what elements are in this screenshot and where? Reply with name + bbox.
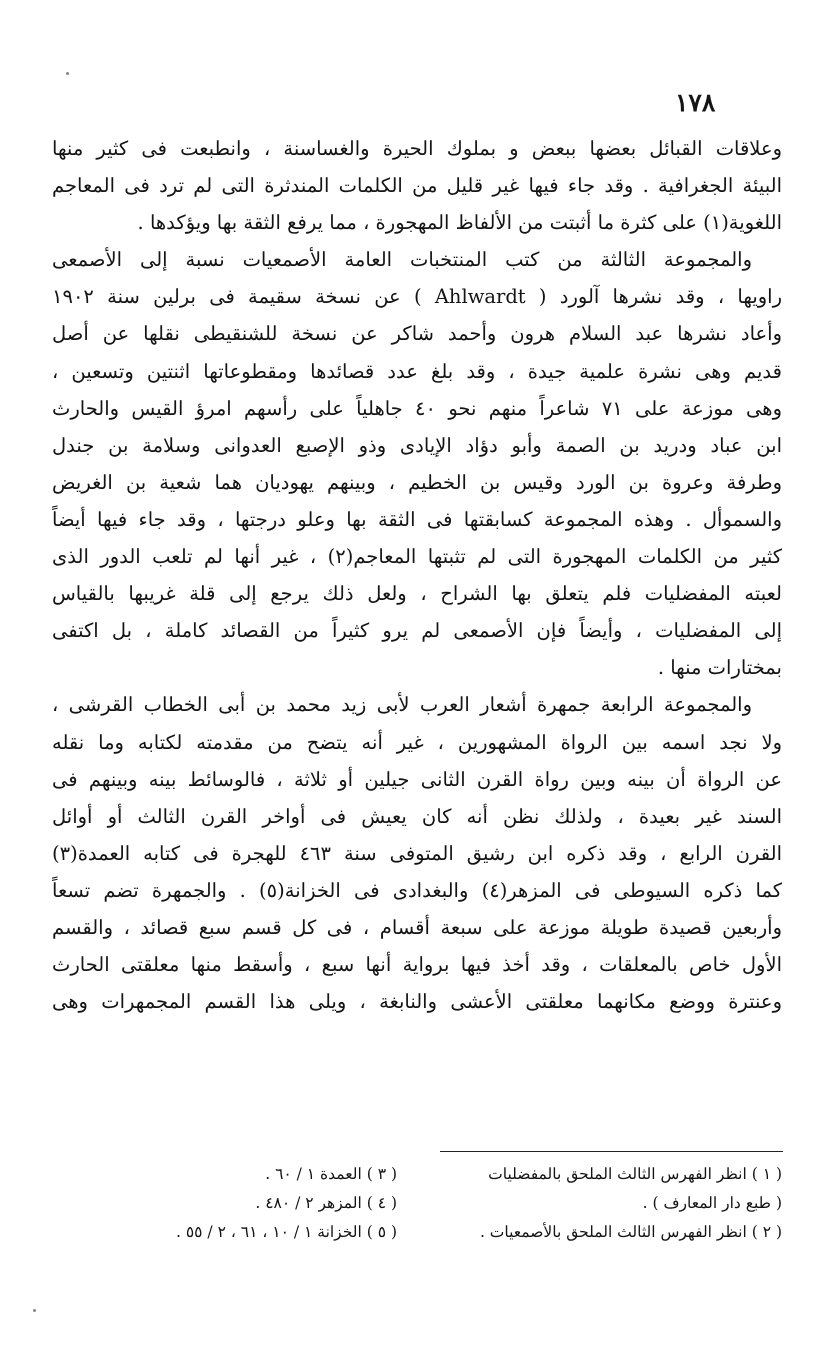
body-text	[52, 130, 782, 1020]
text-line: قديم وهى نشرة علمية جيدة ، وقد بلغ عدد قصائدها ومقطوعاتها اثنتين وتسعين ،	[52, 359, 782, 383]
page-number: ١٧٨	[675, 88, 716, 117]
text-line: القرن الرابع ، وقد ذكره ابن رشيق المتوفى سنة ٤٦٣ للهجرة فى كتابه العمدة(٣)	[52, 841, 782, 865]
text-line: والسموأل . وهذه المجموعة كسابقتها فى الثقة بها وعلو درجتها ، وقد جاء فيها أيضاً	[52, 507, 782, 531]
text-line: السند غير بعيدة ، ولذلك نظن أنه كان يعيش فى أواخر القرن الثالث أو أوائل	[52, 804, 782, 828]
text-line: وعنترة ووضع مكانهما معلقتى الأعشى والنابغة ، ويلى هذا القسم المجمهرات وهى	[52, 990, 782, 1014]
text-line: كما ذكره السيوطى فى المزهر(٤) والبغدادى فى الخزانة(٥) . والجمهرة تضم تسعاً	[52, 878, 782, 902]
text-line: لعبته المفضليات فلم يتعلق بها الشراح ، ولعل ذلك يرجع إلى قلة غريبها بالقياس	[52, 582, 782, 606]
text-line: ابن عباد ودريد بن الصمة وأبو دؤاد الإيادى وذو الإصبع العدوانى وسلامة بن جندل	[52, 433, 782, 457]
text-line: والمجموعة الرابعة جمهرة أشعار العرب لأبى زيد محمد بن أبى الخطاب القرشى ،	[52, 693, 752, 717]
text-line: كثير من الكلمات المهجورة التى لم تثبتها المعاجم(٢) ، غير أنها لم تلعب الدور الذى	[52, 545, 782, 569]
text-line: اللغوية(١) على كثرة ما أثبتت من الألفاظ المهجورة ، مما يرفع الثقة بها ويؤكدها .	[137, 211, 782, 235]
text-line: وعلاقات القبائل بعضها ببعض و بملوك الحيرة والغساسنة ، وانطبعت فى كثير منها	[52, 137, 782, 160]
footnote: ( ٢ ) انظر الفهرس الثالث الملحق بالأصمعيات .	[479, 1223, 782, 1241]
text-line: عن الرواة أن بينه وبين رواة القرن الثانى جيلين أو ثلاثة ، فالوسائط بينه وبينهم فى	[52, 767, 782, 791]
text-line: البيئة الجغرافية . وقد جاء فيها غير قليل من الكلمات المندثرة التى لم ترد فى المعاجم	[52, 174, 782, 198]
footnote: ( ٥ ) الخزانة ١ / ١٠ ، ٦١ ، ٢ / ٥٥ .	[175, 1223, 397, 1241]
text-line: الأول خاص بالمعلقات ، وقد أخذ فيها برواية أنها سبع ، وأسقط منها معلقتى الحارث	[52, 953, 782, 977]
text-line: وأربعين قصيدة طويلة موزعة على سبعة أقسام ، فى كل قسم سبع قصائد ، والقسم	[52, 915, 782, 939]
footnote: ( ١ ) انظر الفهرس الثالث الملحق بالمفضليات	[488, 1165, 782, 1183]
footnote-column-right	[437, 1160, 782, 1247]
text-line: وهى موزعة على ٧١ شاعراً منهم نحو ٤٠ جاهلياً على رأسهم امرؤ القيس والحارث	[52, 396, 782, 420]
footnote-column-left	[52, 1160, 397, 1247]
paper-speck	[66, 72, 69, 75]
text-line: وأعاد نشرها عبد السلام هرون وأحمد شاكر عن نسخة للشنقيطى نقلها عن أصل	[52, 322, 782, 346]
text-line: بمختارات منها .	[657, 656, 782, 680]
text-line: ولا نجد اسمه بين الرواة المشهورين ، غير أنه يتضح من مقدمته لكتابه وما نقله	[52, 730, 782, 754]
footnote: ( ٣ ) العمدة ١ / ٦٠ .	[265, 1165, 397, 1183]
footnote: ( طبع دار المعارف ) .	[642, 1194, 782, 1212]
footnote-separator	[440, 1151, 783, 1152]
paper-speck	[33, 1309, 36, 1312]
text-line: والمجموعة الثالثة من كتب المنتخبات العامة الأصمعيات نسبة إلى الأصمعى	[52, 248, 752, 272]
text-line: إلى المفضليات ، وأيضاً فإن الأصمعى لم يرو كثيراً من القصائد كاملة ، بل اكتفى	[52, 619, 782, 643]
text-line: راويها ، وقد نشرها آلورد ( Ahlwardt ) عن نسخة سقيمة فى برلين سنة ١٩٠٢	[52, 285, 782, 309]
text-line: وطرفة وعروة بن الورد وقيس بن الخطيم ، وبينهم يهوديان هما شعية بن الغريض	[52, 470, 782, 494]
footnote: ( ٤ ) المزهر ٢ / ٤٨٠ .	[255, 1194, 397, 1212]
